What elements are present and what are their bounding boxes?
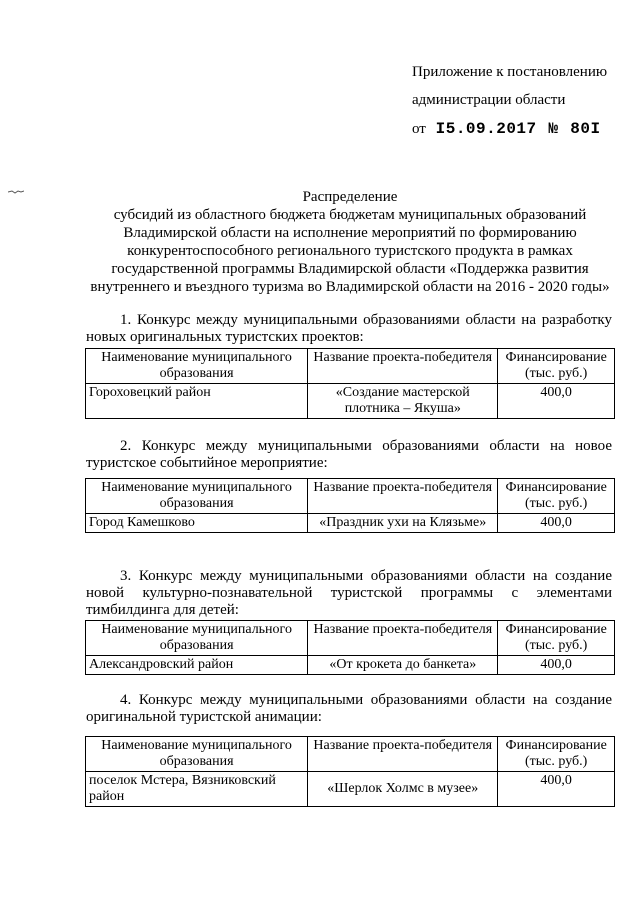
- financing-cell: 400,0: [498, 772, 615, 807]
- allocation-table: [85, 736, 615, 807]
- section-heading: 3. Конкурс между муниципальными образованиями области на создание новой культурно-познавательной туристской программы с элементами тимбилдинга для детей:: [86, 568, 612, 618]
- project-cell: «Праздник ухи на Клязьме»: [308, 514, 498, 533]
- appendix-authority: администрации области: [412, 92, 566, 108]
- section-heading: 1. Конкурс между муниципальными образованиями области на разработку новых оригинальных туристских проектов:: [86, 312, 612, 345]
- project-cell: «От крокета до банкета»: [308, 656, 498, 675]
- table-header-row: [86, 479, 615, 514]
- column-header-financing: Финансирование (тыс. руб.): [498, 349, 615, 384]
- decree-date: I5.09.2017: [435, 120, 537, 138]
- municipality-cell: Гороховецкий район: [86, 384, 308, 419]
- document-title: [80, 188, 620, 296]
- table-header-row: [86, 349, 615, 384]
- table-row: [86, 384, 615, 419]
- municipality-cell: Город Камешково: [86, 514, 308, 533]
- allocation-table: [85, 478, 615, 533]
- title-line: конкурентоспособного регионального туристского продукта в рамках: [127, 243, 573, 259]
- section-heading: 2. Конкурс между муниципальными образованиями области на новое туристское событийное мероприятие:: [86, 438, 612, 471]
- title-line: внутреннего и въездного туризма во Владимирской области на 2016 - 2020 годы»: [90, 279, 610, 295]
- title-line: Распределение: [302, 189, 398, 205]
- table-header-row: [86, 621, 615, 656]
- title-line: государственной программы Владимирской области «Поддержка развития: [111, 261, 589, 277]
- financing-cell: 400,0: [498, 656, 615, 675]
- table-row: [86, 656, 615, 675]
- allocation-table: [85, 348, 615, 419]
- table-row: [86, 772, 615, 807]
- column-header-municipality: Наименование муниципального образования: [86, 621, 308, 656]
- column-header-project: Название проекта-победителя: [308, 621, 498, 656]
- allocation-table: [85, 620, 615, 675]
- number-sign: №: [548, 120, 559, 138]
- appendix-date-line: [412, 120, 601, 138]
- title-line: субсидий из областного бюджета бюджетам муниципальных образований: [113, 207, 587, 223]
- title-line: Владимирской области на исполнение мероприятий по формированию: [123, 225, 577, 241]
- column-header-municipality: Наименование муниципального образования: [86, 737, 308, 772]
- column-header-financing: Финансирование (тыс. руб.): [498, 737, 615, 772]
- financing-cell: 400,0: [498, 384, 615, 419]
- appendix-title: Приложение к постановлению: [412, 64, 608, 80]
- column-header-municipality: Наименование муниципального образования: [86, 349, 308, 384]
- date-prefix: от: [412, 121, 426, 137]
- column-header-project: Название проекта-победителя: [308, 737, 498, 772]
- column-header-project: Название проекта-победителя: [308, 349, 498, 384]
- decree-number: 80I: [570, 120, 601, 138]
- column-header-financing: Финансирование (тыс. руб.): [498, 621, 615, 656]
- scan-mark: [8, 190, 24, 194]
- financing-cell: 400,0: [498, 514, 615, 533]
- municipality-cell: Александровский район: [86, 656, 308, 675]
- table-header-row: [86, 737, 615, 772]
- table-row: [86, 514, 615, 533]
- project-cell: «Создание мастерской плотника – Якуша»: [308, 384, 498, 419]
- column-header-project: Название проекта-победителя: [308, 479, 498, 514]
- column-header-financing: Финансирование (тыс. руб.): [498, 479, 615, 514]
- section-heading: 4. Конкурс между муниципальными образованиями области на создание оригинальной туристской анимации:: [86, 692, 612, 725]
- project-cell: «Шерлок Холмс в музее»: [308, 772, 498, 807]
- municipality-cell: поселок Мстера, Вязниковский район: [86, 772, 308, 807]
- column-header-municipality: Наименование муниципального образования: [86, 479, 308, 514]
